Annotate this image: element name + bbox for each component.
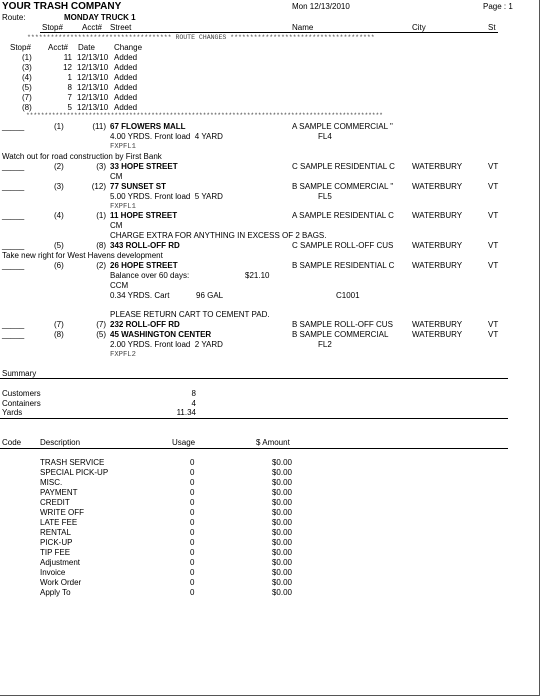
- code-amount: $0.00: [271, 548, 292, 557]
- code-description: LATE FEE: [40, 518, 78, 527]
- rc-stop: (7): [22, 93, 32, 102]
- route-changes-end-banner: *************************************************************************************************: [26, 112, 383, 119]
- code-description: TIP FEE: [40, 548, 71, 557]
- rc-date: 12/13/10: [77, 73, 109, 82]
- service-code: FXPFL2: [110, 351, 136, 359]
- usage-header: Usage: [172, 438, 196, 447]
- summary-title: Summary: [2, 369, 37, 378]
- summary-end-divider: [0, 418, 508, 419]
- container-detail: 5.00 YRDS. Front load 5 YARD: [110, 192, 223, 201]
- rc-date: 12/13/10: [77, 63, 109, 72]
- stop-number: (1): [54, 122, 64, 131]
- code-amount: $0.00: [271, 568, 292, 577]
- stop-street: 77 SUNSET ST: [110, 182, 167, 191]
- check-blank: _____: [2, 241, 25, 250]
- stop-street: 26 HOPE STREET: [110, 261, 178, 270]
- summary-label: Yards: [2, 408, 23, 417]
- rc-stop: (4): [22, 73, 32, 82]
- rc-acct: 5: [67, 103, 72, 112]
- stop-number: (3): [54, 182, 64, 191]
- code-usage: 0: [190, 518, 195, 527]
- summary-value: 4: [191, 399, 196, 408]
- stop-street: 33 HOPE STREET: [110, 162, 178, 171]
- stop-number: (6): [54, 261, 64, 270]
- stop-city: WATERBURY: [412, 162, 463, 171]
- stop-street: 67 FLOWERS MALL: [110, 122, 186, 131]
- stop-customer-name: C SAMPLE RESIDENTIAL C: [292, 162, 395, 171]
- check-blank: _____: [2, 320, 25, 329]
- stop-street: 45 WASHINGTON CENTER: [110, 330, 212, 339]
- balance-amount: $21.10: [245, 271, 270, 280]
- code-description: Work Order: [40, 578, 82, 587]
- stop-number: (5): [54, 241, 64, 250]
- stop-customer-name: B SAMPLE ROLL-OFF CUS: [292, 320, 393, 329]
- stop-number: (2): [54, 162, 64, 171]
- rc-acct: 7: [67, 93, 72, 102]
- code-amount: $0.00: [271, 538, 292, 547]
- stop-number: (7): [54, 320, 64, 329]
- rc-acct: 8: [67, 83, 72, 92]
- rc-stop: (3): [22, 63, 32, 72]
- rc-date-header: Date: [78, 43, 95, 52]
- rc-acct: 11: [63, 53, 72, 62]
- code-usage: 0: [190, 548, 195, 557]
- code-amount: $0.00: [271, 578, 292, 587]
- code-amount: $0.00: [271, 528, 292, 537]
- stop-state: VT: [488, 261, 499, 270]
- stop-customer-name: C SAMPLE ROLL-OFF CUS: [292, 241, 394, 250]
- rc-change: Added: [114, 83, 138, 92]
- check-blank: _____: [2, 330, 25, 339]
- code-usage: 0: [190, 458, 195, 467]
- stop-acct: (2): [96, 261, 106, 270]
- code-usage: 0: [190, 468, 195, 477]
- stop-acct: (7): [96, 320, 106, 329]
- summary-label: Customers: [2, 389, 41, 398]
- summary-divider: [0, 378, 508, 379]
- code-description: PAYMENT: [40, 488, 78, 497]
- stop-acct: (1): [96, 211, 106, 220]
- stop-street: 232 ROLL-OFF RD: [110, 320, 180, 329]
- stop-state: VT: [488, 211, 499, 220]
- stop-acct: (8): [96, 241, 106, 250]
- code-description: TRASH SERVICE: [40, 458, 105, 467]
- check-blank: _____: [2, 261, 25, 270]
- rc-acct: 12: [63, 63, 72, 72]
- stop-customer-name: A SAMPLE COMMERCIAL ": [292, 122, 393, 131]
- rc-acct: 1: [67, 73, 72, 82]
- stop-acct: (11): [92, 122, 106, 131]
- rc-date: 12/13/10: [77, 53, 109, 62]
- container-code: FL4: [318, 132, 332, 141]
- rc-change: Added: [114, 53, 138, 62]
- code-amount: $0.00: [271, 498, 292, 507]
- stop-customer-name: B SAMPLE COMMERCIAL ": [292, 182, 394, 191]
- stop-city: WATERBURY: [412, 211, 463, 220]
- code-usage: 0: [190, 568, 195, 577]
- summary-value: 11.34: [176, 408, 196, 417]
- rc-change: Added: [114, 73, 138, 82]
- code-usage: 0: [190, 508, 195, 517]
- code-description: MISC.: [40, 478, 63, 487]
- col-city-header: City: [412, 23, 426, 32]
- code-description: RENTAL: [40, 528, 71, 537]
- description-header: Description: [40, 438, 81, 447]
- container-detail: 0.34 YRDS. Cart: [110, 291, 170, 300]
- stop-instruction: PLEASE RETURN CART TO CEMENT PAD.: [110, 310, 270, 319]
- rc-date: 12/13/10: [77, 103, 109, 112]
- code-usage: 0: [190, 478, 195, 487]
- stop-state: VT: [488, 320, 499, 329]
- page-number: Page : 1: [483, 2, 513, 11]
- stop-customer-name: B SAMPLE RESIDENTIAL C: [292, 261, 395, 270]
- code-usage: 0: [190, 588, 195, 597]
- code-amount: $0.00: [271, 478, 292, 487]
- container-gallons: 96 GAL: [196, 291, 224, 300]
- stop-number: (4): [54, 211, 64, 220]
- check-blank: _____: [2, 122, 25, 131]
- service-code: FXPFL1: [110, 143, 136, 151]
- stop-state: VT: [488, 330, 499, 339]
- stop-street: 343 ROLL-OFF RD: [110, 241, 180, 250]
- code-description: CREDIT: [40, 498, 70, 507]
- codes-divider: [0, 448, 508, 449]
- code-usage: 0: [190, 578, 195, 587]
- code-description: Adjustment: [40, 558, 81, 567]
- code-amount: $0.00: [271, 468, 292, 477]
- code-description: Invoice: [40, 568, 66, 577]
- rc-stop: (5): [22, 83, 32, 92]
- code-header: Code: [2, 438, 22, 447]
- code-description: SPECIAL PICK-UP: [40, 468, 109, 477]
- stop-city: WATERBURY: [412, 330, 463, 339]
- stop-city: WATERBURY: [412, 320, 463, 329]
- code-description: PICK-UP: [40, 538, 73, 547]
- balance-label: Balance over 60 days:: [110, 271, 190, 280]
- route-name: MONDAY TRUCK 1: [64, 13, 136, 22]
- code-usage: 0: [190, 528, 195, 537]
- code-amount: $0.00: [271, 488, 292, 497]
- stop-state: VT: [488, 241, 499, 250]
- rc-stop: (1): [22, 53, 32, 62]
- stop-city: WATERBURY: [412, 261, 463, 270]
- stop-acct: (5): [96, 330, 106, 339]
- code-amount: $0.00: [271, 518, 292, 527]
- code-amount: $0.00: [271, 458, 292, 467]
- report-date: Mon 12/13/2010: [292, 2, 350, 11]
- company-name: YOUR TRASH COMPANY: [2, 1, 122, 12]
- rc-date: 12/13/10: [77, 83, 109, 92]
- stop-city: WATERBURY: [412, 241, 463, 250]
- stop-detail-line: CM: [110, 221, 123, 230]
- stop-state: VT: [488, 162, 499, 171]
- code-description: Apply To: [40, 588, 71, 597]
- container-code: C1001: [336, 291, 360, 300]
- code-usage: 0: [190, 488, 195, 497]
- check-blank: _____: [2, 182, 25, 191]
- container-code: FL5: [318, 192, 332, 201]
- col-acct-header: Acct#: [82, 23, 103, 32]
- amount-header: $ Amount: [256, 438, 290, 447]
- route-note: Watch out for road construction by First Bank: [2, 152, 162, 161]
- container-detail: 4.00 YRDS. Front load 4 YARD: [110, 132, 223, 141]
- stop-customer-name: B SAMPLE COMMERCIAL: [292, 330, 389, 339]
- stop-acct: (12): [91, 182, 106, 191]
- summary-label: Containers: [2, 399, 41, 408]
- col-st-header: St: [488, 23, 496, 32]
- rc-stop-header: Stop#: [10, 43, 31, 52]
- code-amount: $0.00: [271, 508, 292, 517]
- code-amount: $0.00: [271, 588, 292, 597]
- rc-change: Added: [114, 93, 138, 102]
- col-name-header: Name: [292, 23, 314, 32]
- rc-date: 12/13/10: [77, 93, 109, 102]
- code-usage: 0: [190, 498, 195, 507]
- code-description: WRITE OFF: [40, 508, 84, 517]
- service-code: FXPFL1: [110, 203, 136, 211]
- rc-stop: (8): [22, 103, 32, 112]
- stop-number: (8): [54, 330, 64, 339]
- stop-acct: (3): [96, 162, 106, 171]
- rc-change-header: Change: [114, 43, 143, 52]
- stop-customer-name: A SAMPLE RESIDENTIAL C: [292, 211, 394, 220]
- route-label: Route:: [2, 13, 26, 22]
- stop-detail-line: CM: [110, 172, 123, 181]
- summary-value: 8: [191, 389, 196, 398]
- col-stop-header: Stop#: [42, 23, 63, 32]
- stop-detail-line: CCM: [110, 281, 129, 290]
- container-code: FL2: [318, 340, 332, 349]
- check-blank: _____: [2, 211, 25, 220]
- route-changes-banner: ************************************* ROUTE CHANGES *************************************: [27, 34, 375, 41]
- rc-change: Added: [114, 103, 138, 112]
- route-note: Take new right for West Havens development: [2, 251, 163, 260]
- rc-change: Added: [114, 63, 138, 72]
- stop-instruction: CHARGE EXTRA FOR ANYTHING IN EXCESS OF 2 BAGS.: [110, 231, 327, 240]
- stop-city: WATERBURY: [412, 182, 463, 191]
- rc-acct-header: Acct#: [48, 43, 69, 52]
- stop-street: 11 HOPE STREET: [110, 211, 178, 220]
- stop-state: VT: [488, 182, 499, 191]
- code-usage: 0: [190, 538, 195, 547]
- col-street-header: Street: [110, 23, 132, 32]
- check-blank: _____: [2, 162, 25, 171]
- code-amount: $0.00: [271, 558, 292, 567]
- code-usage: 0: [190, 558, 195, 567]
- container-detail: 2.00 YRDS. Front load 2 YARD: [110, 340, 223, 349]
